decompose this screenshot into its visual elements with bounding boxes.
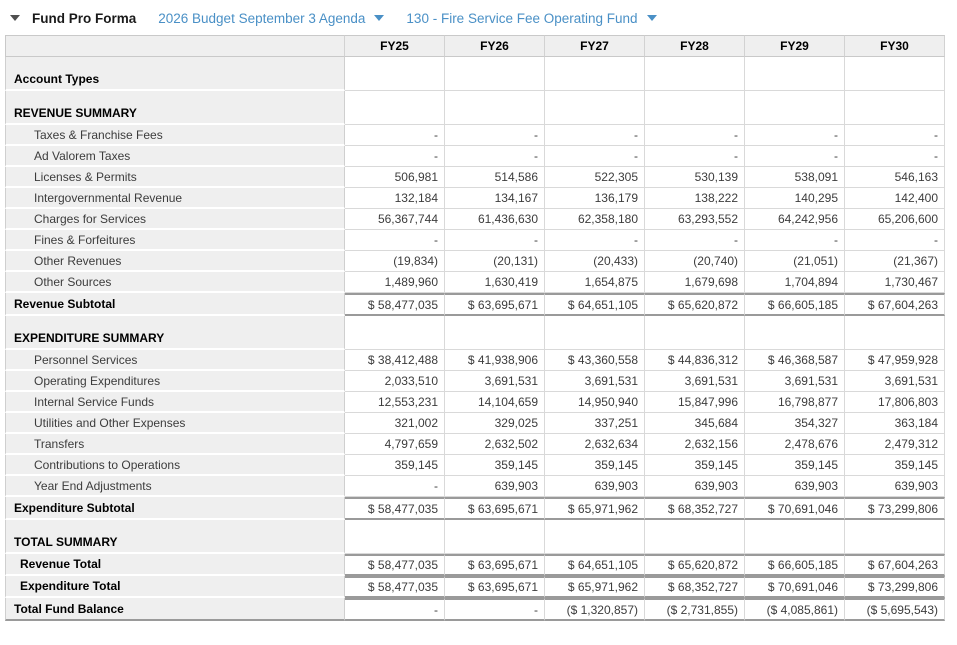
cell-value: 363,184 (845, 413, 945, 434)
cell-value: 14,104,659 (445, 392, 545, 413)
row-label: Revenue Subtotal (5, 293, 345, 316)
cell-value: 359,145 (545, 455, 645, 476)
cell-value: 142,400 (845, 188, 945, 209)
cell-value: - (845, 125, 945, 146)
cell-value: 1,730,467 (845, 272, 945, 293)
cell-value: $ 63,695,671 (445, 293, 545, 316)
cell-value: (21,367) (845, 251, 945, 272)
cell-value: - (345, 598, 445, 621)
cell-value: $ 64,651,105 (545, 293, 645, 316)
cell-value: - (845, 230, 945, 251)
cell-value: 359,145 (745, 455, 845, 476)
row-label: Internal Service Funds (5, 392, 345, 413)
cell-value: (20,740) (645, 251, 745, 272)
cell-value: 16,798,877 (745, 392, 845, 413)
column-header-fy26: FY26 (445, 35, 545, 57)
column-header-fy30: FY30 (845, 35, 945, 57)
cell-value: $ 41,938,906 (445, 350, 545, 371)
row-label: Other Revenues (5, 251, 345, 272)
row-label: EXPENDITURE SUMMARY (5, 316, 345, 350)
cell-value: 1,489,960 (345, 272, 445, 293)
chevron-down-icon[interactable] (10, 15, 20, 21)
cell-value: $ 70,691,046 (745, 497, 845, 520)
table-row (5, 146, 945, 167)
cell-value (645, 91, 745, 125)
cell-value: 639,903 (845, 476, 945, 497)
row-label: Account Types (5, 57, 345, 91)
cell-value: 337,251 (545, 413, 645, 434)
cell-value (845, 91, 945, 125)
cell-value: - (545, 125, 645, 146)
table-row (5, 497, 945, 520)
table-row (5, 520, 945, 554)
cell-value: ($ 2,731,855) (645, 598, 745, 621)
cell-value: $ 66,605,185 (745, 554, 845, 576)
cell-value (745, 316, 845, 350)
cell-value: $ 58,477,035 (345, 576, 445, 598)
cell-value: 132,184 (345, 188, 445, 209)
cell-value: $ 65,620,872 (645, 293, 745, 316)
cell-value: 321,002 (345, 413, 445, 434)
row-label: Licenses & Permits (5, 167, 345, 188)
cell-value: 359,145 (445, 455, 545, 476)
cell-value (745, 57, 845, 91)
row-label: Total Fund Balance (5, 598, 345, 621)
cell-value (345, 520, 445, 554)
cell-value: 61,436,630 (445, 209, 545, 230)
row-label: REVENUE SUMMARY (5, 91, 345, 125)
cell-value: - (645, 125, 745, 146)
table-row (5, 293, 945, 316)
cell-value: 530,139 (645, 167, 745, 188)
table-row (5, 576, 945, 598)
cell-value (345, 57, 445, 91)
cell-value: 345,684 (645, 413, 745, 434)
cell-value (445, 316, 545, 350)
cell-value: ($ 4,085,861) (745, 598, 845, 621)
cell-value: ($ 1,320,857) (545, 598, 645, 621)
cell-value (845, 316, 945, 350)
cell-value: 2,632,156 (645, 434, 745, 455)
cell-value: 2,479,312 (845, 434, 945, 455)
chevron-down-icon (647, 15, 657, 21)
cell-value: $ 68,352,727 (645, 497, 745, 520)
row-label: Transfers (5, 434, 345, 455)
cell-value: $ 73,299,806 (845, 497, 945, 520)
cell-value: - (645, 230, 745, 251)
fund-dropdown[interactable] (406, 11, 656, 26)
cell-value: - (345, 125, 445, 146)
report-header-bar (0, 2, 957, 34)
cell-value: - (645, 146, 745, 167)
cell-value: 1,630,419 (445, 272, 545, 293)
cell-value: $ 58,477,035 (345, 293, 445, 316)
table-row (5, 554, 945, 576)
row-label: Personnel Services (5, 350, 345, 371)
cell-value: 1,679,698 (645, 272, 745, 293)
row-label: Expenditure Subtotal (5, 497, 345, 520)
table-row (5, 392, 945, 413)
table-header-row (5, 35, 945, 57)
cell-value: $ 70,691,046 (745, 576, 845, 598)
cell-value: 359,145 (645, 455, 745, 476)
cell-value: 136,179 (545, 188, 645, 209)
cell-value: 2,632,634 (545, 434, 645, 455)
cell-value: $ 67,604,263 (845, 293, 945, 316)
cell-value: 65,206,600 (845, 209, 945, 230)
row-label: Fines & Forfeitures (5, 230, 345, 251)
cell-value: ($ 5,695,543) (845, 598, 945, 621)
table-row (5, 91, 945, 125)
cell-value: $ 65,971,962 (545, 497, 645, 520)
cell-value: 522,305 (545, 167, 645, 188)
cell-value: - (445, 230, 545, 251)
cell-value: $ 58,477,035 (345, 554, 445, 576)
cell-value: 3,691,531 (645, 371, 745, 392)
cell-value: 4,797,659 (345, 434, 445, 455)
cell-value: 639,903 (745, 476, 845, 497)
cell-value: 2,033,510 (345, 371, 445, 392)
table-row (5, 188, 945, 209)
pro-forma-table-container (5, 35, 945, 621)
cell-value: $ 43,360,558 (545, 350, 645, 371)
cell-value: - (745, 125, 845, 146)
cell-value: 2,632,502 (445, 434, 545, 455)
row-label: Revenue Total (5, 554, 345, 576)
cell-value: - (345, 476, 445, 497)
cell-value (645, 316, 745, 350)
table-row (5, 371, 945, 392)
cell-value: $ 73,299,806 (845, 576, 945, 598)
cell-value: 12,553,231 (345, 392, 445, 413)
cell-value: 359,145 (345, 455, 445, 476)
table-row (5, 476, 945, 497)
cell-value: 3,691,531 (745, 371, 845, 392)
cell-value: $ 66,605,185 (745, 293, 845, 316)
cell-value: $ 44,836,312 (645, 350, 745, 371)
cell-value: $ 65,620,872 (645, 554, 745, 576)
cell-value: $ 67,604,263 (845, 554, 945, 576)
cell-value: - (345, 230, 445, 251)
column-header-fy28: FY28 (645, 35, 745, 57)
table-row (5, 350, 945, 371)
table-row (5, 316, 945, 350)
budget-report-dropdown-label: 2026 Budget September 3 Agenda (158, 10, 366, 26)
cell-value: $ 63,695,671 (445, 497, 545, 520)
cell-value: 506,981 (345, 167, 445, 188)
cell-value: 3,691,531 (545, 371, 645, 392)
cell-value: (21,051) (745, 251, 845, 272)
cell-value: 3,691,531 (445, 371, 545, 392)
cell-value: - (445, 598, 545, 621)
row-label: Other Sources (5, 272, 345, 293)
cell-value: 62,358,180 (545, 209, 645, 230)
table-row (5, 434, 945, 455)
cell-value: - (545, 230, 645, 251)
cell-value: $ 63,695,671 (445, 554, 545, 576)
fund-dropdown-label: 130 - Fire Service Fee Operating Fund (406, 10, 638, 26)
row-label: Operating Expenditures (5, 371, 345, 392)
row-label: Utilities and Other Expenses (5, 413, 345, 434)
cell-value: (19,834) (345, 251, 445, 272)
cell-value: 64,242,956 (745, 209, 845, 230)
table-row (5, 598, 945, 621)
cell-value: 3,691,531 (845, 371, 945, 392)
cell-value: - (345, 146, 445, 167)
cell-value (645, 57, 745, 91)
table-row (5, 251, 945, 272)
row-label: TOTAL SUMMARY (5, 520, 345, 554)
row-label: Year End Adjustments (5, 476, 345, 497)
cell-value: 134,167 (445, 188, 545, 209)
cell-value: 14,950,940 (545, 392, 645, 413)
cell-value: 1,654,875 (545, 272, 645, 293)
row-label: Intergovernmental Revenue (5, 188, 345, 209)
cell-value: 17,806,803 (845, 392, 945, 413)
cell-value (645, 520, 745, 554)
cell-value (445, 520, 545, 554)
cell-value (745, 91, 845, 125)
cell-value: 639,903 (545, 476, 645, 497)
cell-value (345, 91, 445, 125)
cell-value: $ 64,651,105 (545, 554, 645, 576)
pro-forma-table (5, 35, 945, 621)
cell-value (545, 91, 645, 125)
cell-value (545, 316, 645, 350)
column-header-fy27: FY27 (545, 35, 645, 57)
cell-value (745, 520, 845, 554)
cell-value: $ 63,695,671 (445, 576, 545, 598)
cell-value: $ 58,477,035 (345, 497, 445, 520)
cell-value: 1,704,894 (745, 272, 845, 293)
cell-value: - (545, 146, 645, 167)
cell-value: 138,222 (645, 188, 745, 209)
row-label: Taxes & Franchise Fees (5, 125, 345, 146)
row-label: Expenditure Total (5, 576, 345, 598)
cell-value: 329,025 (445, 413, 545, 434)
table-row (5, 209, 945, 230)
cell-value (545, 57, 645, 91)
cell-value: $ 38,412,488 (345, 350, 445, 371)
table-row (5, 455, 945, 476)
cell-value: (20,433) (545, 251, 645, 272)
cell-value (345, 316, 445, 350)
cell-value: 354,327 (745, 413, 845, 434)
table-row (5, 57, 945, 91)
cell-value: - (445, 125, 545, 146)
cell-value (545, 520, 645, 554)
cell-value (445, 57, 545, 91)
budget-report-dropdown[interactable] (158, 11, 384, 26)
cell-value: $ 68,352,727 (645, 576, 745, 598)
cell-value: 56,367,744 (345, 209, 445, 230)
cell-value: - (845, 146, 945, 167)
cell-value: 63,293,552 (645, 209, 745, 230)
column-header-fy25: FY25 (345, 35, 445, 57)
cell-value: 546,163 (845, 167, 945, 188)
table-row (5, 230, 945, 251)
cell-value: 140,295 (745, 188, 845, 209)
table-row (5, 272, 945, 293)
cell-value: - (745, 146, 845, 167)
table-row (5, 125, 945, 146)
table-row (5, 413, 945, 434)
cell-value (845, 57, 945, 91)
cell-value: 639,903 (445, 476, 545, 497)
table-row (5, 167, 945, 188)
row-label: Charges for Services (5, 209, 345, 230)
cell-value: $ 47,959,928 (845, 350, 945, 371)
cell-value (445, 91, 545, 125)
row-label: Ad Valorem Taxes (5, 146, 345, 167)
cell-value: 359,145 (845, 455, 945, 476)
cell-value: $ 46,368,587 (745, 350, 845, 371)
cell-value: 2,478,676 (745, 434, 845, 455)
chevron-down-icon (374, 15, 384, 21)
column-header-fy29: FY29 (745, 35, 845, 57)
page-title: Fund Pro Forma (32, 10, 137, 26)
cell-value: 538,091 (745, 167, 845, 188)
cell-value: - (745, 230, 845, 251)
label-column-header (5, 35, 345, 57)
row-label: Contributions to Operations (5, 455, 345, 476)
cell-value: 15,847,996 (645, 392, 745, 413)
cell-value: $ 65,971,962 (545, 576, 645, 598)
cell-value: 514,586 (445, 167, 545, 188)
cell-value: (20,131) (445, 251, 545, 272)
cell-value (845, 520, 945, 554)
cell-value: 639,903 (645, 476, 745, 497)
cell-value: - (445, 146, 545, 167)
